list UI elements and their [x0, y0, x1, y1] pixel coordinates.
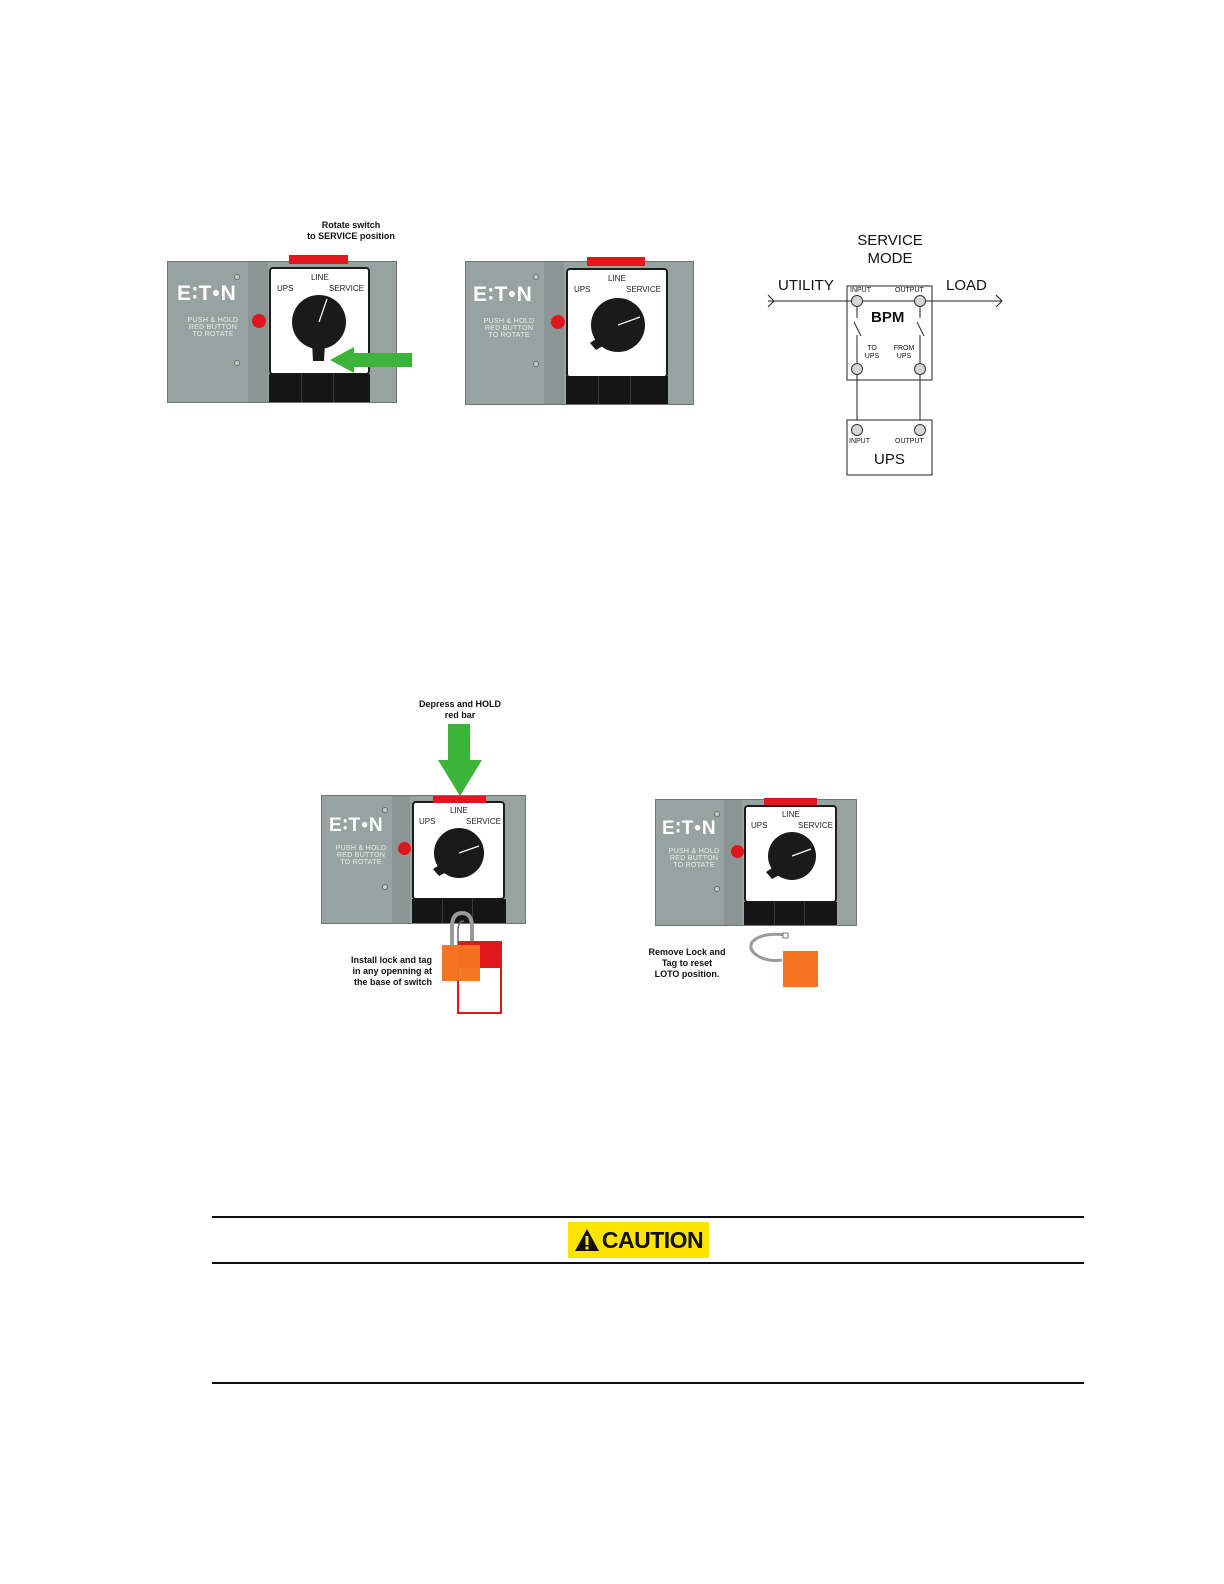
dial-knob-icon	[414, 803, 503, 898]
screw-icon	[234, 274, 240, 280]
dial-label-service: SERVICE	[626, 285, 661, 294]
load-label: LOAD	[946, 277, 987, 294]
eaton-logo: E∶T•N	[329, 815, 384, 836]
screw-icon	[533, 274, 539, 280]
ups-input-label: INPUT	[849, 438, 870, 445]
switch-base	[566, 376, 668, 404]
caution-label: CAUTION	[601, 1226, 704, 1253]
dial-label-ups: UPS	[277, 284, 294, 293]
screw-icon	[382, 807, 388, 813]
caution-bottom-rule	[212, 1382, 1084, 1384]
screw-icon	[533, 361, 539, 367]
caution-top-rule	[212, 1216, 1084, 1218]
ups-output-label: OUTPUT	[895, 438, 924, 445]
red-bar[interactable]	[764, 798, 817, 805]
bpm-label: BPM	[871, 309, 905, 326]
eaton-logo: E∶T•N	[662, 818, 717, 839]
switch-panel-unlock	[655, 799, 857, 926]
switch-panel-right	[465, 261, 694, 405]
install-lock-caption: Install lock and tag in any openning at the base of switch	[350, 955, 432, 987]
schematic-title: SERVICE MODE	[857, 232, 923, 267]
dial-knob-icon	[568, 270, 666, 376]
switch-base	[744, 902, 837, 925]
push-hold-label: PUSH & HOLD RED BUTTON TO ROTATE	[668, 848, 720, 869]
dial-label-ups: UPS	[751, 821, 768, 830]
eaton-logo: E∶T•N	[177, 282, 237, 305]
dial-label-service: SERVICE	[466, 817, 501, 826]
eaton-logo: E∶T•N	[473, 283, 533, 306]
arrow-left-icon	[330, 347, 412, 373]
figure2-top-caption: Depress and HOLD red bar	[418, 699, 502, 720]
caution-middle-rule	[212, 1262, 1084, 1264]
from-ups-label: FROM UPS	[893, 345, 915, 360]
removed-lock-icon	[746, 930, 822, 990]
red-button[interactable]	[731, 845, 744, 858]
arrow-down-icon	[438, 724, 482, 796]
screw-icon	[234, 360, 240, 366]
padlock-tag-icon	[438, 905, 508, 1017]
bpm-output-label: OUTPUT	[895, 287, 924, 294]
dial-label-line: LINE	[311, 273, 329, 282]
utility-label: UTILITY	[778, 277, 834, 294]
panel-shade	[544, 262, 564, 404]
dial-label-ups: UPS	[419, 817, 436, 826]
figure1-caption: Rotate switch to SERVICE position	[307, 220, 395, 241]
switch-base	[269, 374, 370, 402]
dial-label-service: SERVICE	[329, 284, 364, 293]
rotary-switch[interactable]	[744, 805, 837, 903]
dial-knob-icon	[746, 807, 835, 901]
rotary-switch[interactable]	[412, 801, 505, 900]
screw-icon	[714, 811, 720, 817]
red-bar[interactable]	[289, 255, 348, 264]
push-hold-label: PUSH & HOLD RED BUTTON TO ROTATE	[187, 317, 239, 338]
red-button[interactable]	[252, 314, 266, 328]
to-ups-label: TO UPS	[864, 345, 880, 360]
dial-label-line: LINE	[608, 274, 626, 283]
push-hold-label: PUSH & HOLD RED BUTTON TO ROTATE	[335, 845, 387, 866]
dial-label-line: LINE	[782, 810, 800, 819]
bpm-input-label: INPUT	[850, 287, 871, 294]
red-button[interactable]	[551, 315, 565, 329]
panel-shade	[248, 262, 268, 402]
dial-label-line: LINE	[450, 806, 468, 815]
red-button[interactable]	[398, 842, 411, 855]
caution-badge	[568, 1222, 709, 1258]
panel-shade	[724, 800, 742, 925]
ups-label: UPS	[874, 451, 905, 468]
dial-label-ups: UPS	[574, 285, 591, 294]
dial-label-service: SERVICE	[798, 821, 833, 830]
screw-icon	[382, 884, 388, 890]
remove-lock-caption: Remove Lock and Tag to reset LOTO position.	[648, 947, 726, 979]
red-bar[interactable]	[433, 796, 486, 803]
screw-icon	[714, 886, 720, 892]
panel-shade	[392, 796, 410, 923]
red-bar[interactable]	[587, 257, 645, 266]
switch-panel-left	[167, 261, 397, 403]
push-hold-label: PUSH & HOLD RED BUTTON TO ROTATE	[483, 318, 535, 339]
rotary-switch[interactable]	[566, 268, 668, 378]
warning-triangle-icon	[574, 1228, 600, 1252]
